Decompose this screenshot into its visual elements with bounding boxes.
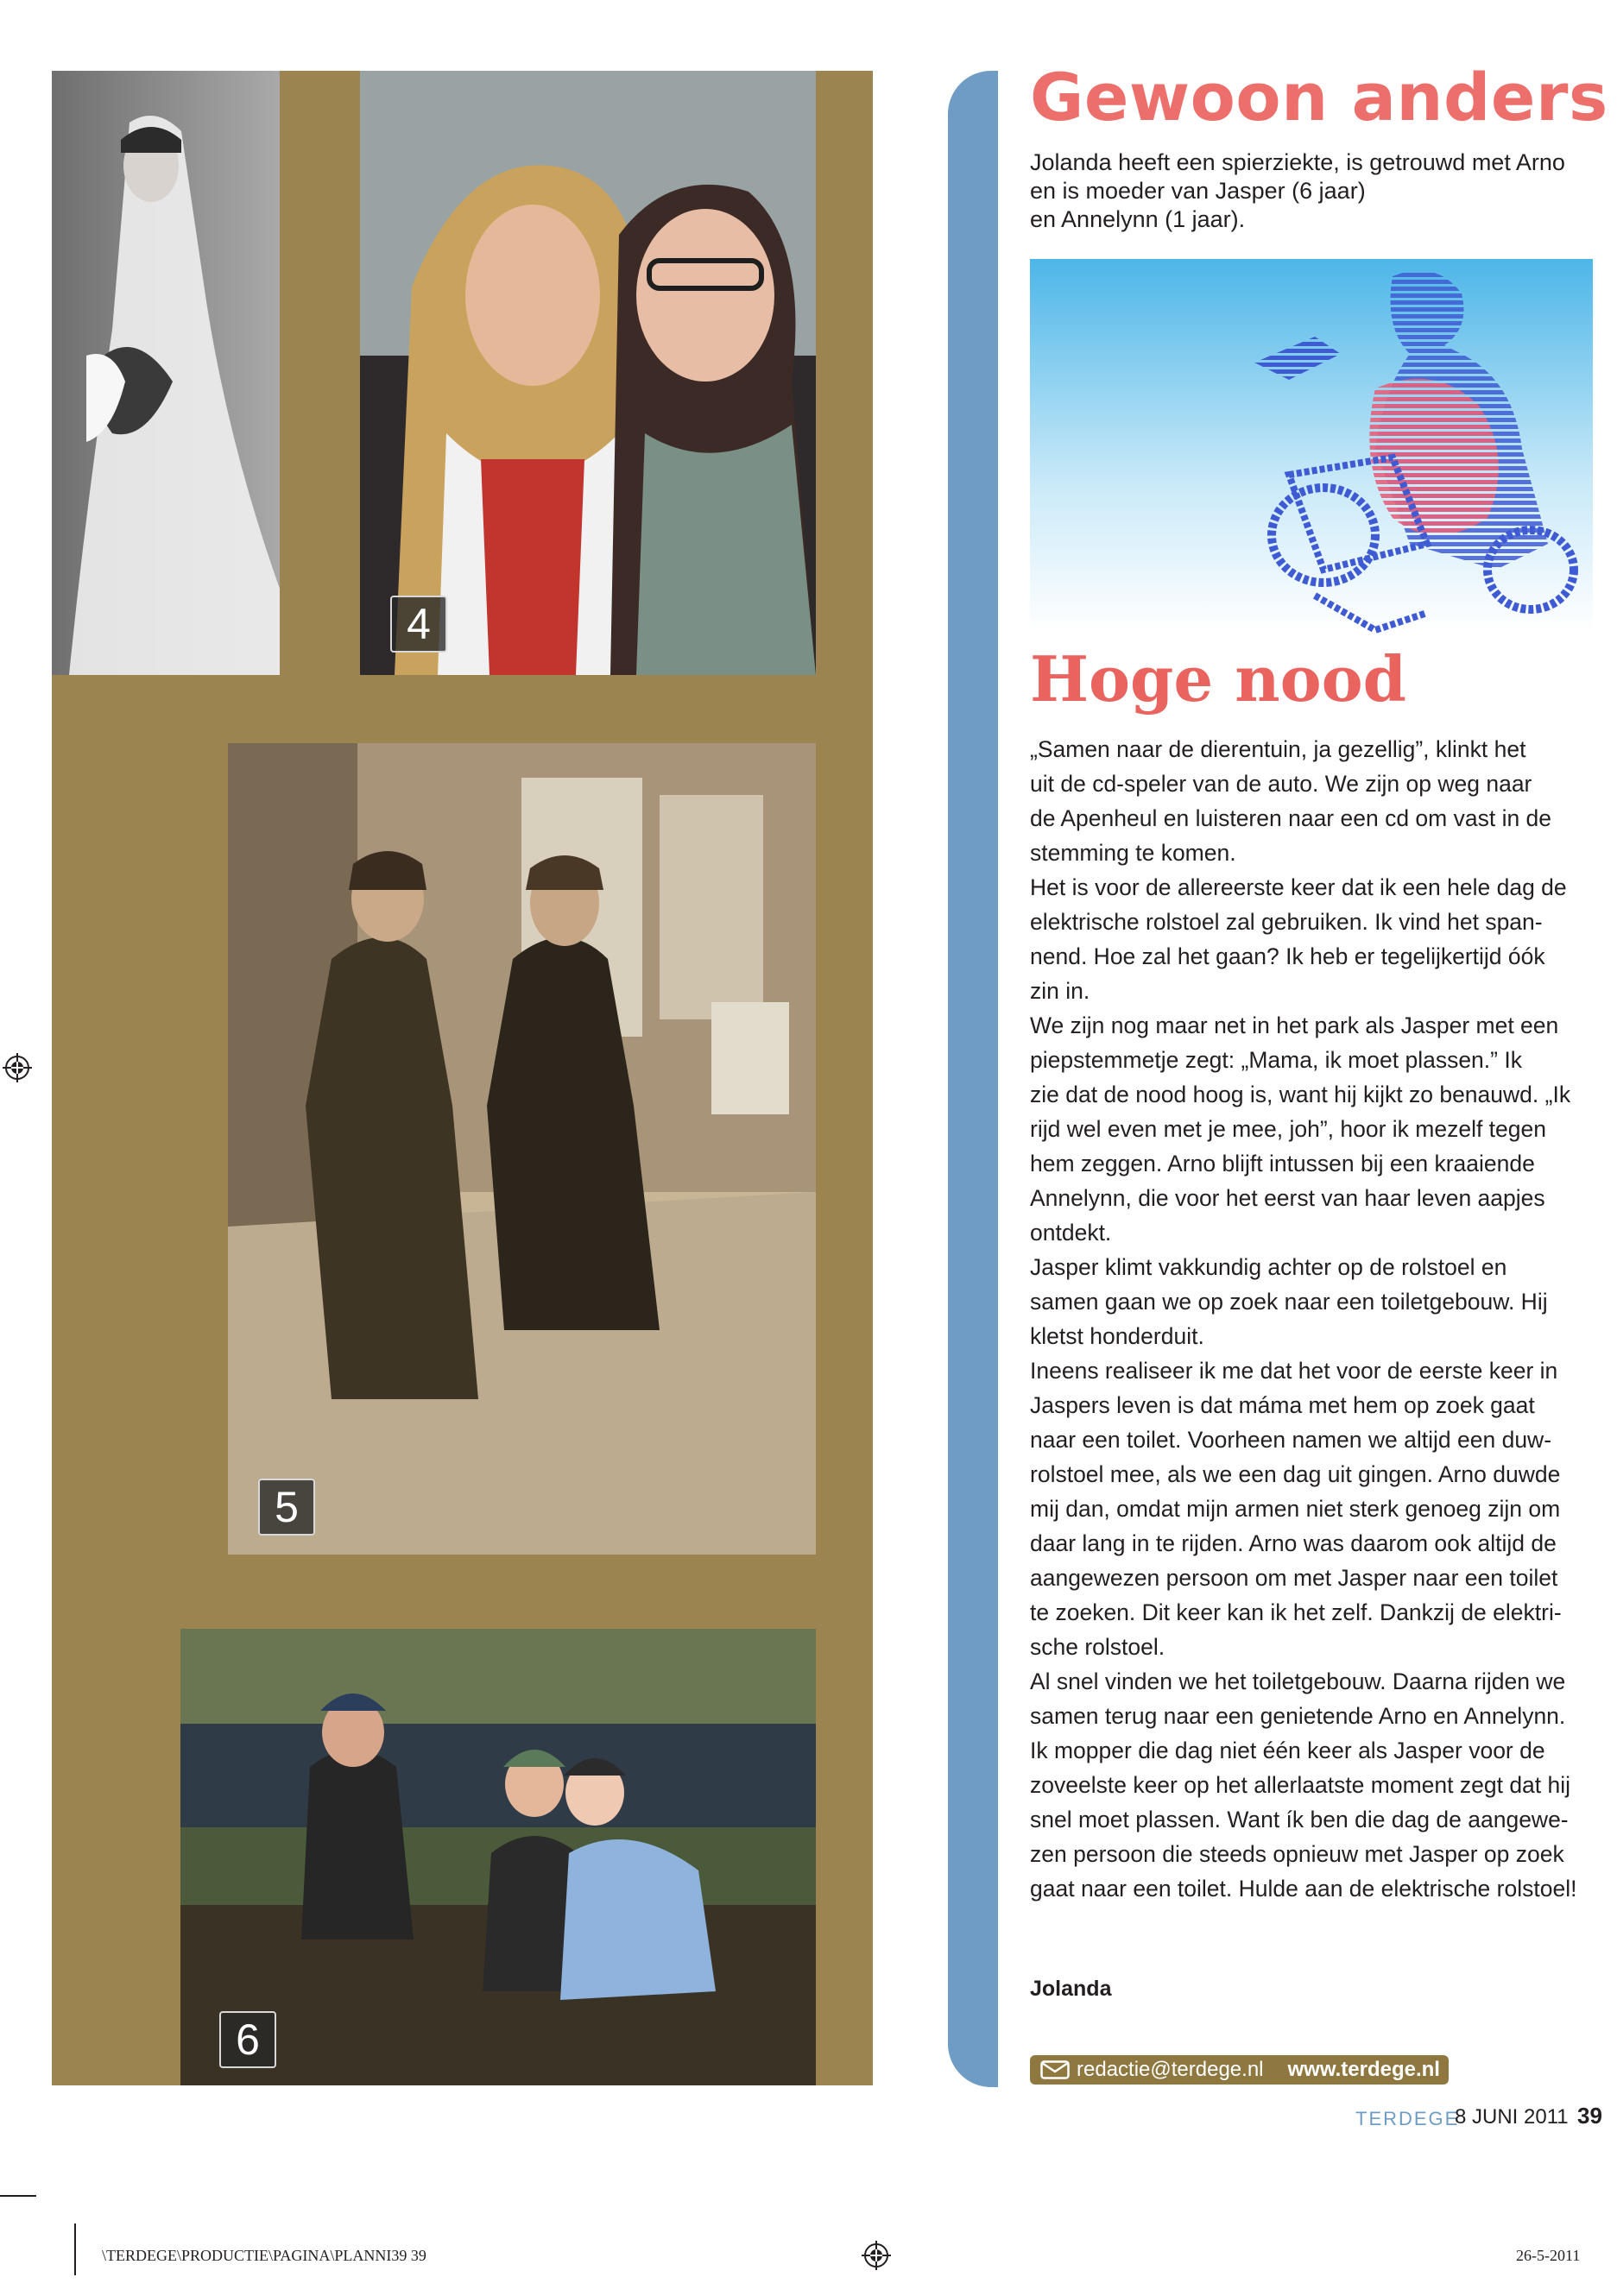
- article-line: zie dat de nood hoog is, want hij kijkt zo benauwd. „Ik: [1030, 1082, 1571, 1107]
- article-line: nend. Hoe zal het gaan? Ik heb er tegelijkertijd óók: [1030, 943, 1545, 969]
- photo-number-6: 6: [219, 2011, 276, 2068]
- article-line: naar een toilet. Voorheen namen we altijd een duw-: [1030, 1427, 1552, 1453]
- article-line: de Apenheul en luisteren naar een cd om vast in de: [1030, 805, 1552, 831]
- article-line: uit de cd-speler van de auto. We zijn op weg naar: [1030, 771, 1532, 797]
- article-line: Jasper klimt vakkundig achter op de rolstoel en: [1030, 1254, 1507, 1280]
- article-line: „Samen naar de dierentuin, ja gezellig”, klinkt het: [1030, 736, 1526, 762]
- column-accent-bar: [948, 71, 998, 2087]
- article-title: Hoge nood: [1030, 642, 1407, 716]
- photo-number-5: 5: [258, 1479, 315, 1536]
- contact-email-link[interactable]: redactie@terdege.nl: [1077, 2058, 1264, 2081]
- article-line: sche rolstoel.: [1030, 1634, 1165, 1660]
- photo-number-4: 4: [390, 596, 447, 653]
- column-intro: [1030, 148, 1600, 234]
- intro-line: en Annelynn (1 jaar).: [1030, 206, 1246, 232]
- article-line: kletst honderduit.: [1030, 1323, 1204, 1349]
- article-line: piepstemmetje zegt: „Mama, ik moet plassen.” Ik: [1030, 1047, 1522, 1073]
- article-line: zoveelste keer op het allerlaatste moment zegt dat hij: [1030, 1772, 1571, 1798]
- wheelchair-illustration: [1030, 259, 1593, 632]
- article-line: zen persoon die steeds opnieuw met Jasper op zoek: [1030, 1841, 1564, 1867]
- print-slug-date: 26-5-2011: [1516, 2247, 1581, 2264]
- article-line: Jaspers leven is dat máma met hem op zoek gaat: [1030, 1392, 1535, 1418]
- article-line: We zijn nog maar net in het park als Jasper met een: [1030, 1012, 1559, 1038]
- article-line: mij dan, omdat mijn armen niet sterk genoeg zijn om: [1030, 1496, 1561, 1522]
- article-line: Al snel vinden we het toiletgebouw. Daarna rijden we: [1030, 1668, 1566, 1694]
- registration-mark-icon: [862, 2241, 891, 2270]
- crop-mark: [74, 2223, 76, 2275]
- envelope-icon: [1040, 2060, 1070, 2079]
- article-line: Ik mopper die dag niet één keer als Jasper voor de: [1030, 1738, 1545, 1763]
- crop-mark: [0, 2195, 36, 2197]
- street-photo: [228, 743, 816, 1555]
- contact-bar: [1030, 2055, 1449, 2085]
- article-line: gaat naar een toilet. Hulde aan de elektrische rolstoel!: [1030, 1876, 1577, 1902]
- bride-photo: [52, 71, 280, 675]
- print-slug-path: \TERDEGE\PRODUCTIE\PAGINA\PLANNI39 39: [102, 2247, 426, 2264]
- article-line: rolstoel mee, als we een dag uit gingen. Arno duwde: [1030, 1461, 1561, 1487]
- article-line: hem zeggen. Arno blijft intussen bij een kraaiende: [1030, 1151, 1535, 1176]
- friends-photo: [360, 71, 816, 675]
- intro-line: Jolanda heeft een spierziekte, is getrouwd met Arno: [1030, 149, 1565, 175]
- article-line: te zoeken. Dit keer kan ik het zelf. Dankzij de elektri-: [1030, 1599, 1562, 1625]
- footer-date: 8 JUNI 2011: [1455, 2105, 1569, 2129]
- article-author: Jolanda: [1030, 1977, 1112, 2001]
- page-number: 39: [1577, 2103, 1602, 2129]
- article-line: daar lang in te rijden. Arno was daarom ook altijd de: [1030, 1530, 1557, 1556]
- footer-magazine: TERDEGE: [1355, 2108, 1460, 2129]
- registration-mark-icon: [3, 1053, 32, 1082]
- article-line: aangewezen persoon om met Jasper naar een toilet: [1030, 1565, 1558, 1591]
- article-line: ontdekt.: [1030, 1220, 1112, 1246]
- article-line: Het is voor de allereerste keer dat ik een hele dag de: [1030, 874, 1567, 900]
- article-line: rijd wel even met je mee, joh”, hoor ik mezelf tegen: [1030, 1116, 1546, 1142]
- article-line: samen terug naar een genietende Arno en Annelynn.: [1030, 1703, 1566, 1729]
- contact-website-link[interactable]: www.terdege.nl: [1287, 2058, 1440, 2081]
- article-line: elektrische rolstoel zal gebruiken. Ik vind het span-: [1030, 909, 1543, 935]
- article-line: zin in.: [1030, 978, 1090, 1004]
- article-line: stemming te komen.: [1030, 840, 1236, 866]
- article-body: [1030, 732, 1617, 1906]
- article-line: Ineens realiseer ik me dat het voor de eerste keer in: [1030, 1358, 1558, 1384]
- article-line: Annelynn, die voor het eerst van haar leven aapjes: [1030, 1185, 1545, 1211]
- intro-line: en is moeder van Jasper (6 jaar): [1030, 178, 1366, 204]
- article-line: snel moet plassen. Want ík ben die dag de aangewe-: [1030, 1807, 1569, 1832]
- column-title: Gewoon anders: [1030, 59, 1608, 136]
- article-line: samen gaan we op zoek naar een toiletgebouw. Hij: [1030, 1289, 1548, 1315]
